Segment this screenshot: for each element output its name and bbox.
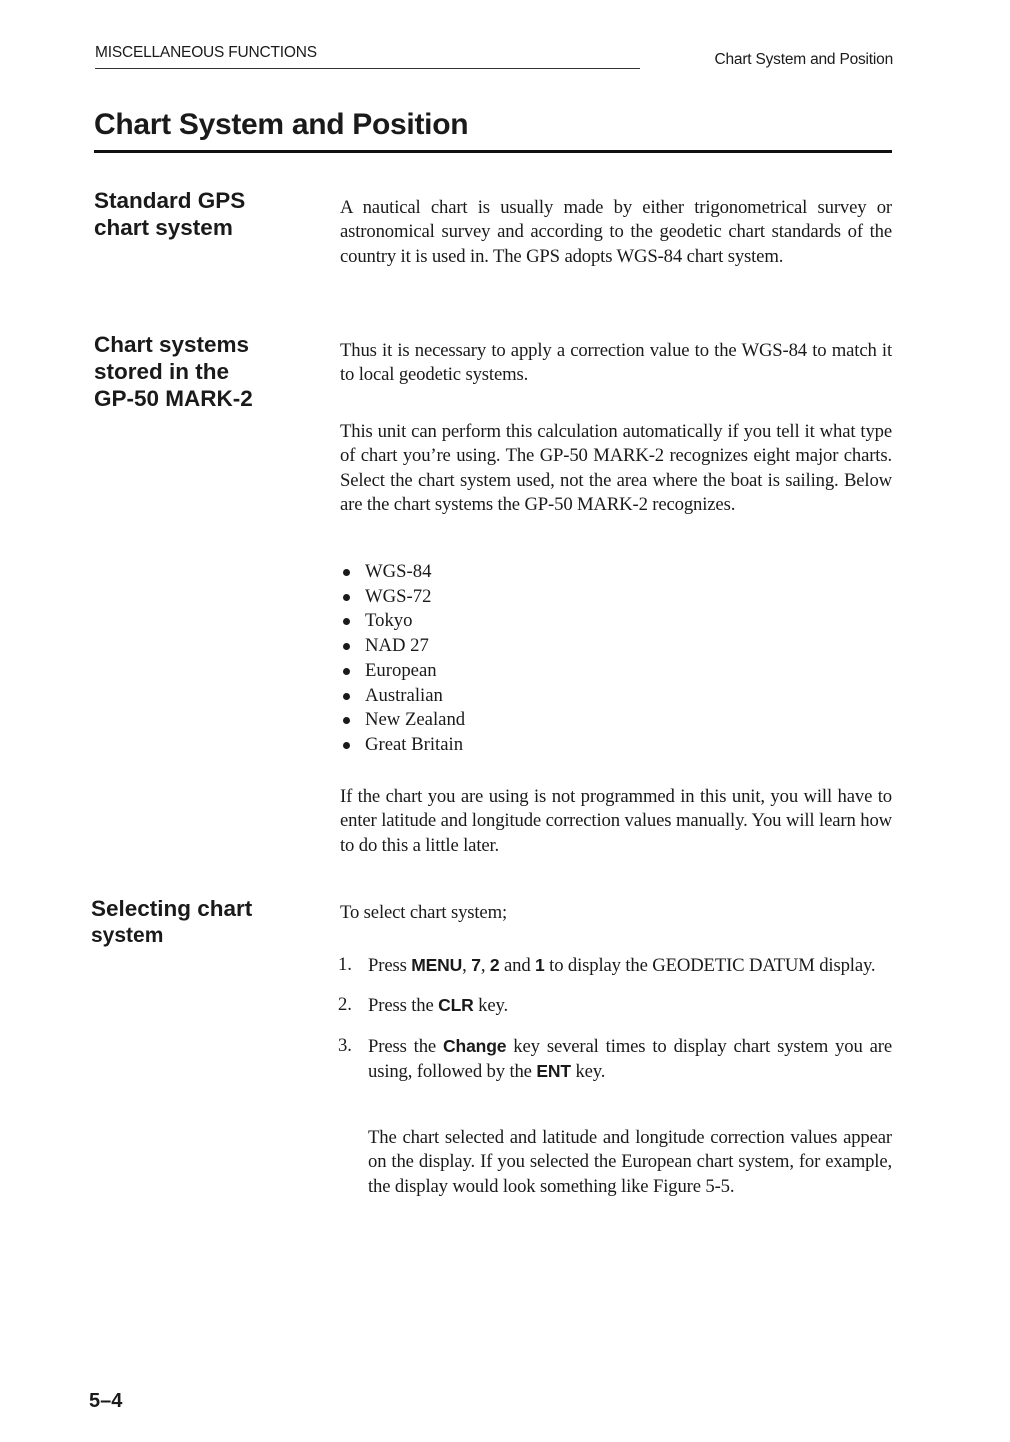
step-text: , <box>462 955 472 976</box>
heading-line: chart system <box>94 215 233 240</box>
key-1: 1 <box>535 955 545 975</box>
step-3 <box>338 1034 892 1085</box>
key-change: Change <box>443 1035 507 1056</box>
list-item: WGS-84 <box>340 560 465 585</box>
step-text: Press the <box>368 995 439 1017</box>
step-2 <box>338 993 892 1018</box>
step-text: key. <box>473 995 509 1017</box>
step-text: key. <box>570 1061 606 1083</box>
list-item: New Zealand <box>340 708 465 733</box>
paragraph-display-note: The chart selected and latitude and longitude correction values appear on the display. If you selected the European chart system, for example, the display would look something like Figure 5-5. <box>368 1127 892 1197</box>
key-2: 2 <box>489 955 500 975</box>
paragraph-automatic-calculation: This unit can perform this calculation automatically if you tell it what type of chart you’re using. The GP-50 MARK-2 recognizes eight major charts. Select the chart system used, not the area where the boat is sailing. Below are the chart systems the GP-50 MARK-2 recognizes. <box>340 421 892 516</box>
step-1 <box>338 953 892 978</box>
title-rule <box>94 150 892 153</box>
procedure-steps <box>338 953 892 1100</box>
running-header-section: MISCELLANEOUS FUNCTIONS <box>95 44 317 61</box>
list-item: NAD 27 <box>340 634 465 659</box>
paragraph-select-intro: To select chart system; <box>340 902 508 923</box>
step-text: Press <box>368 955 412 976</box>
list-item: European <box>340 659 465 684</box>
key-clr: CLR <box>438 995 474 1016</box>
step-text: to display the GEODETIC DATUM display. <box>544 955 876 976</box>
key-7: 7 <box>471 955 481 975</box>
paragraph-standard-gps: A nautical chart is usually made by either trigonometrical survey or astronomical survey and according to the geodetic chart standards of the country it is used in. The GPS adopts WGS-84 chart system. <box>340 197 892 267</box>
heading-line: GP-50 MARK-2 <box>94 386 253 411</box>
key-ent: ENT <box>536 1061 571 1082</box>
section-heading-standard-gps <box>94 187 245 241</box>
list-item: Great Britain <box>340 733 465 758</box>
paragraph-correction-value: Thus it is necessary to apply a correction value to the WGS-84 to match it to local geodetic systems. <box>340 340 892 386</box>
step-number: 3. <box>338 1034 352 1056</box>
heading-line: system <box>91 924 164 947</box>
page-title: Chart System and Position <box>94 108 469 141</box>
paragraph-manual-correction: If the chart you are using is not programmed in this unit, you will have to enter latitude and longitude correction values manually. You will learn how to do this a little later. <box>340 786 892 856</box>
list-item: Tokyo <box>340 609 465 634</box>
section-heading-chart-systems-stored <box>94 331 253 412</box>
step-text: Press the <box>368 1035 444 1057</box>
page-number: 5–4 <box>89 1390 123 1412</box>
step-number: 2. <box>338 994 352 1016</box>
key-menu: MENU <box>411 955 463 975</box>
step-text: and <box>499 955 536 976</box>
heading-line: Chart systems <box>94 332 250 357</box>
heading-line: stored in the <box>94 359 230 384</box>
list-item: Australian <box>340 684 465 709</box>
step-number: 1. <box>338 954 352 975</box>
chart-system-list <box>340 560 465 758</box>
heading-line: Selecting chart <box>91 896 253 921</box>
section-heading-selecting-chart <box>91 895 252 949</box>
step-text: key several times to display chart system you are using, followed by the <box>368 1035 892 1083</box>
running-header-title: Chart System and Position <box>714 51 893 68</box>
list-item: WGS-72 <box>340 585 465 610</box>
heading-line: Standard GPS <box>94 188 246 213</box>
header-rule <box>95 68 640 69</box>
step-text: , <box>480 955 490 976</box>
